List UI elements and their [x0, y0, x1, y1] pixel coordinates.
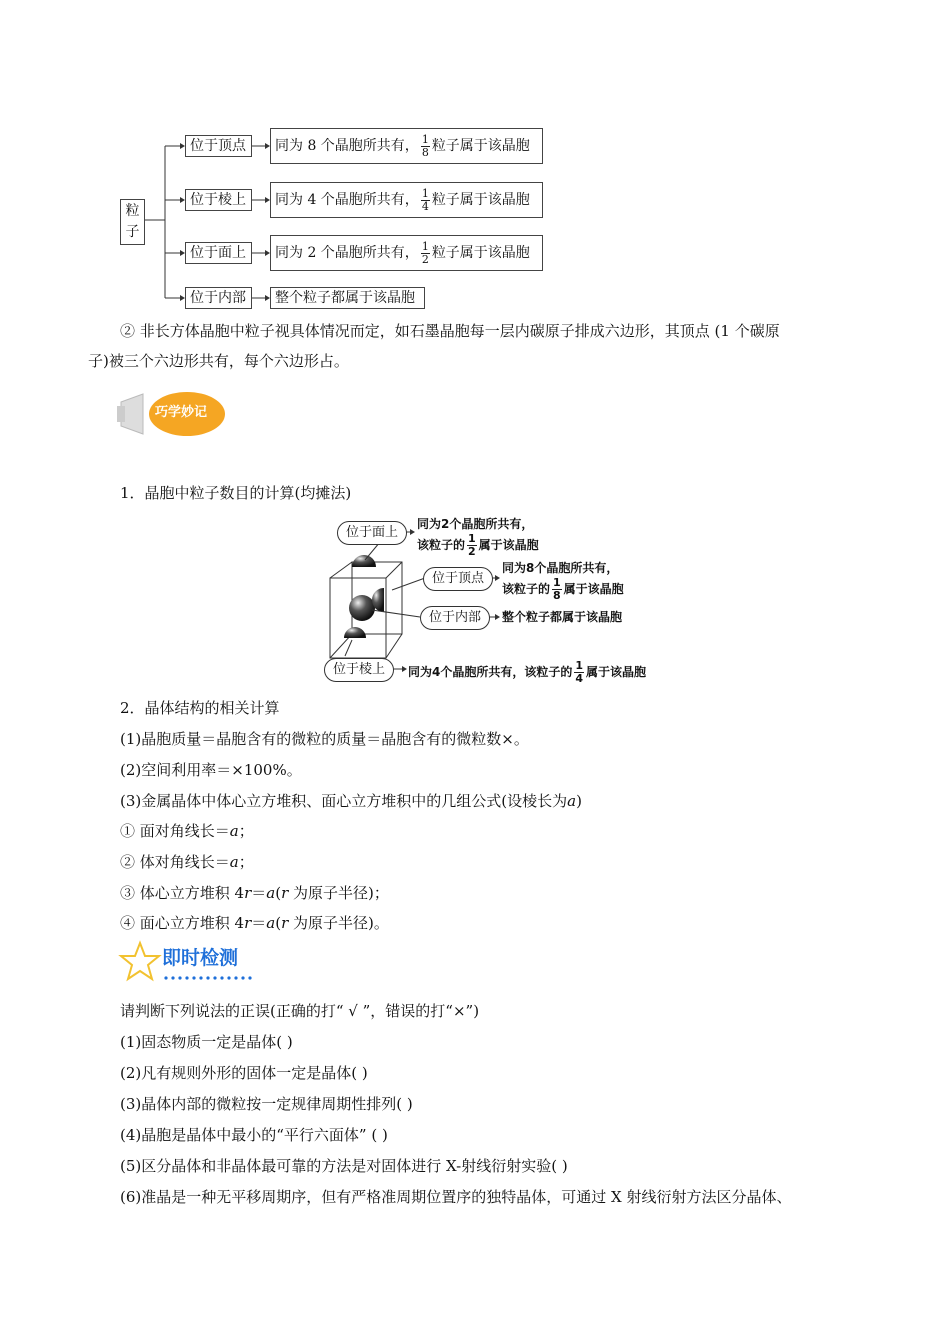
calc-line-7: ④ 面心立方堆积 4r＝a(r 为原子半径)。 — [120, 914, 389, 932]
root-char-2: 子 — [125, 224, 140, 240]
fraction: $\frac{1}{4}$ — [421, 186, 429, 213]
root-char-1: 粒 — [125, 203, 140, 219]
vertex-desc-line2: 该粒子的 $\frac{1}{8}$ 属于该晶胞 — [502, 576, 624, 602]
calc-line-2: (2)空间利用率＝×100%。 — [120, 761, 302, 779]
graphite-paragraph-line1: ② 非长方体晶胞中粒子视具体情况而定，如石墨晶胞每一层内碳原子排成六边形，其顶点 (1 个碳原 — [120, 322, 780, 340]
pos-box-face: 位于面上 — [185, 242, 252, 264]
face-desc-line1: 同为2个晶胞所共有， — [417, 517, 534, 531]
label-edge: 位于棱上 — [324, 658, 394, 682]
label-face: 位于面上 — [337, 521, 407, 545]
quiz-item-5: (5)区分晶体和非晶体最可靠的方法是对固体进行 X-射线衍射实验( ) — [120, 1157, 568, 1175]
desc-text: 粒子属于该晶胞 — [431, 192, 530, 208]
label-vertex: 位于顶点 — [423, 567, 493, 591]
fraction: $\frac{1}{8}$ — [553, 576, 561, 602]
quiz-item-6: (6)准晶是一种无平移周期序，但有严格准周期位置序的独特晶体，可通过 X 射线衍射方法区分晶体、 — [120, 1188, 792, 1206]
desc-box-edge — [270, 182, 543, 218]
vertex-desc-line1: 同为8个晶胞所共有， — [502, 561, 619, 575]
desc-text: 粒子属于该晶胞 — [431, 138, 530, 154]
desc-box-face — [270, 235, 543, 271]
root-box-particle — [120, 199, 145, 245]
desc-text: 同为 2 个晶胞所共有， — [275, 245, 419, 261]
quiz-item-2: (2)凡有规则外形的固体一定是晶体( ) — [120, 1064, 368, 1082]
badge-check — [118, 940, 268, 984]
pos-box-vertex: 位于顶点 — [185, 135, 252, 157]
label-inside: 位于内部 — [420, 606, 490, 630]
fraction: $\frac{1}{2}$ — [421, 239, 429, 266]
quiz-item-1: (1)固态物质一定是晶体( ) — [120, 1033, 293, 1051]
fraction: $\frac{1}{8}$ — [421, 132, 429, 159]
pos-box-edge: 位于棱上 — [185, 189, 252, 211]
inside-desc: 整个粒子都属于该晶胞 — [502, 610, 623, 624]
fraction: $\frac{1}{2}$ — [468, 532, 476, 558]
fraction: $\frac{1}{4}$ — [575, 659, 584, 685]
edge-sphere — [344, 627, 366, 638]
graphite-paragraph-line2: 子)被三个六边形共有，每个六边形占。 — [88, 352, 349, 370]
badge-tips — [115, 382, 235, 442]
quiz-item-3: (3)晶体内部的微粒按一定规律周期性排列( ) — [120, 1095, 413, 1113]
badge-tips-label: 巧学妙记 — [155, 405, 208, 420]
pos-box-inside: 位于内部 — [185, 287, 252, 309]
calc-line-4: ① 面对角线长＝a； — [120, 822, 254, 840]
calc-line-5: ② 体对角线长＝a； — [120, 853, 254, 871]
calc-line-6: ③ 体心立方堆积 4r＝a(r 为原子半径)； — [120, 884, 389, 902]
calc-line-1: (1)晶胞质量＝晶胞含有的微粒的质量＝晶胞含有的微粒数×。 — [120, 730, 529, 748]
desc-text: 粒子属于该晶胞 — [431, 245, 530, 261]
inside-sphere — [349, 595, 375, 621]
desc-box-inside: 整个粒子都属于该晶胞 — [270, 287, 425, 309]
item1-title: 1．晶胞中粒子数目的计算(均摊法) — [120, 484, 352, 502]
desc-text: 同为 8 个晶胞所共有， — [275, 138, 419, 154]
face-desc-line2: 该粒子的 $\frac{1}{2}$ 属于该晶胞 — [417, 532, 539, 558]
badge-check-label: 即时检测 — [162, 947, 239, 969]
item2-title: 2．晶体结构的相关计算 — [120, 699, 280, 717]
quiz-intro: 请判断下列说法的正误(正确的打“ √ ”，错误的打“×”) — [120, 1002, 480, 1020]
desc-text: 同为 4 个晶胞所共有， — [275, 192, 419, 208]
calc-line-3: (3)金属晶体中体心立方堆积、面心立方堆积中的几组公式(设棱长为a) — [120, 792, 582, 810]
edge-desc: 同为4个晶胞所共有，该粒子的 $\frac{1}{4}$ 属于该晶胞 — [408, 659, 647, 685]
quiz-item-4: (4)晶胞是晶体中最小的“平行六面体” ( ) — [120, 1126, 388, 1144]
desc-box-vertex — [270, 128, 543, 164]
face-sphere — [352, 555, 376, 567]
